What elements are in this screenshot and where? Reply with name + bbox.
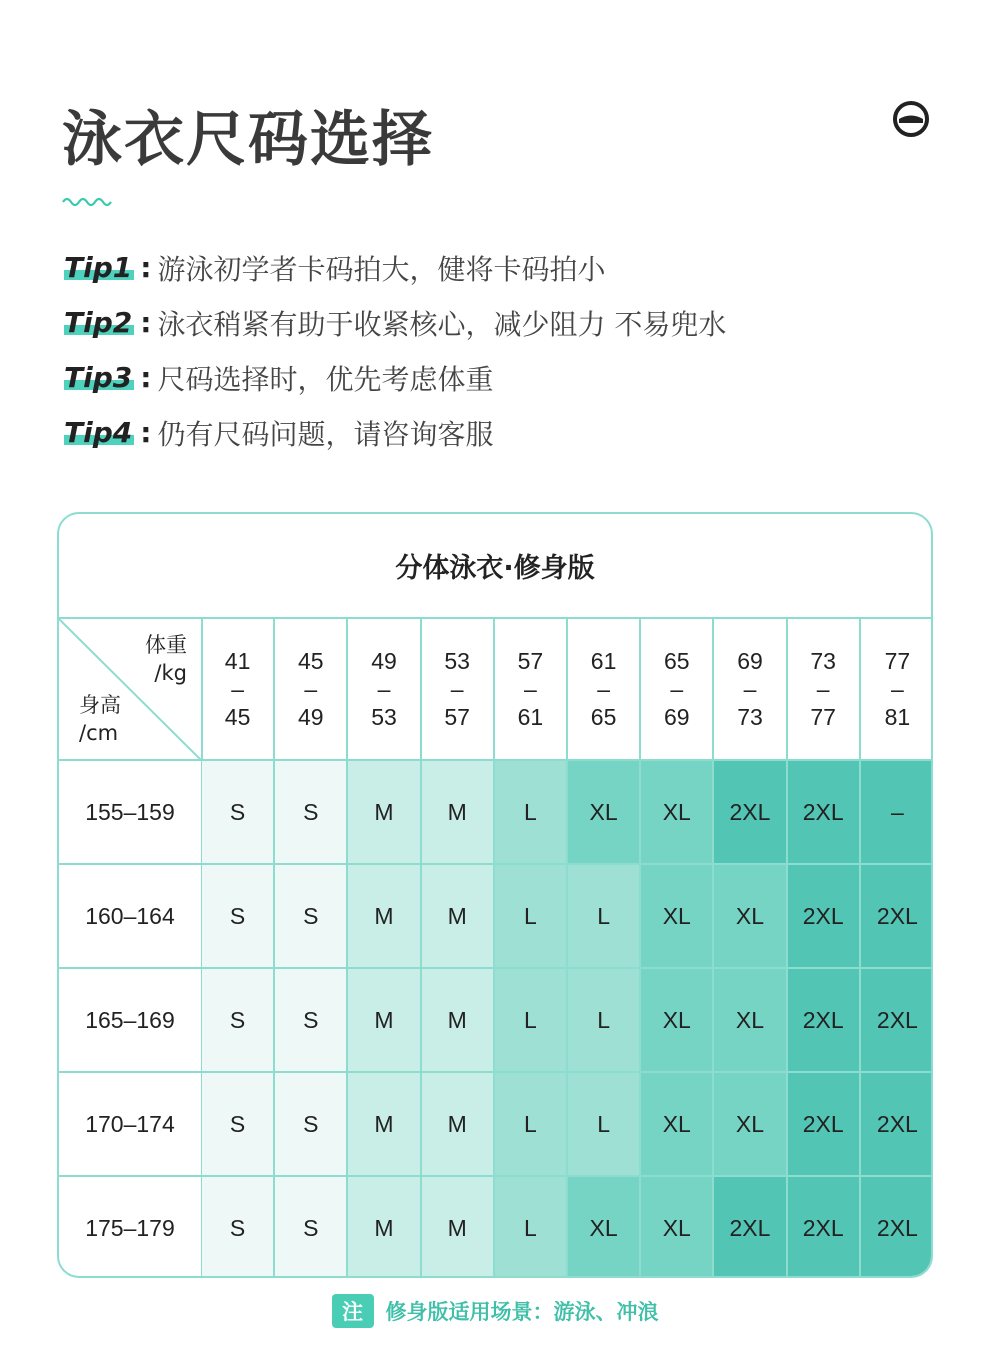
weight-header [568, 617, 641, 759]
size-cell: – [861, 759, 933, 863]
tip-item: Tip1 : 游泳初学者卡码拍大，健将卡码拍小 [64, 240, 726, 295]
tip-label: Tip3 [64, 361, 133, 394]
weight-header-sep: – [450, 676, 464, 702]
size-cell: 2XL [861, 1071, 933, 1175]
weight-header [348, 617, 421, 759]
height-row-label: 170–174 [59, 1071, 203, 1175]
weight-header-to: 61 [517, 704, 544, 730]
weight-header-from: 61 [590, 648, 617, 674]
size-cell: M [422, 1071, 495, 1175]
height-row-label: 175–179 [59, 1175, 203, 1278]
size-cell: L [568, 967, 641, 1071]
size-cell: 2XL [861, 1175, 933, 1278]
height-row-label: 160–164 [59, 863, 203, 967]
size-cell: XL [568, 759, 641, 863]
weight-header [202, 617, 275, 759]
size-cell: XL [714, 967, 787, 1071]
tip-item: Tip4 : 仍有尺码问题，请咨询客服 [64, 405, 726, 460]
size-cell: M [348, 1175, 421, 1278]
size-cell: L [495, 967, 568, 1071]
weight-header [861, 617, 933, 759]
size-cell: S [275, 1175, 348, 1278]
size-cell: XL [641, 863, 714, 967]
weight-header-from: 77 [884, 648, 911, 674]
tip-text: 游泳初学者卡码拍大，健将卡码拍小 [157, 252, 606, 286]
size-cell: 2XL [861, 967, 933, 1071]
size-cell: 2XL [714, 759, 787, 863]
weight-header-from: 69 [737, 648, 763, 674]
size-cell: S [275, 759, 348, 863]
size-table [57, 512, 933, 1278]
weight-header [788, 617, 861, 759]
size-cell: XL [568, 1175, 641, 1278]
size-cell: M [348, 967, 421, 1071]
weight-header-sep: – [597, 676, 610, 702]
table-title: 分体泳衣·修身版 [395, 553, 595, 584]
size-cell: 2XL [861, 863, 933, 967]
weight-header-sep: – [377, 676, 391, 702]
tip-label: Tip2 [64, 306, 133, 339]
weight-header [275, 617, 348, 759]
weight-header-sep: – [816, 676, 830, 702]
size-cell: S [275, 863, 348, 967]
weight-header-sep: – [523, 676, 537, 702]
size-cell: M [348, 759, 421, 863]
weight-header [714, 617, 787, 759]
size-cell: L [495, 1071, 568, 1175]
weight-header-from: 73 [810, 648, 836, 674]
size-cell: 2XL [788, 1175, 861, 1278]
tip-text: 泳衣稍紧有助于收紧核心，减少阻力 不易兜水 [157, 307, 727, 341]
size-cell: S [275, 967, 348, 1071]
size-cell: S [202, 1071, 275, 1175]
height-row-label: 155–159 [59, 759, 203, 863]
height-axis-text: /cm [79, 721, 119, 745]
size-cell: XL [714, 1071, 787, 1175]
weight-header-from: 57 [517, 648, 544, 674]
size-cell: 2XL [788, 967, 861, 1071]
size-cell: S [202, 759, 275, 863]
size-cell: M [348, 863, 421, 967]
weight-header-sep: – [231, 676, 244, 702]
page-title: 泳衣尺码选择 [62, 105, 434, 175]
height-row-label: 165–169 [59, 967, 203, 1071]
size-cell: XL [641, 967, 714, 1071]
size-cell: 2XL [714, 1175, 787, 1278]
size-cell: XL [641, 1175, 714, 1278]
weight-header-sep: – [890, 676, 904, 702]
weight-header-to: 53 [371, 704, 397, 730]
weight-header-sep: – [670, 676, 684, 702]
size-cell: 2XL [788, 759, 861, 863]
weight-axis-text: /kg [154, 661, 187, 685]
note-badge: 注 [332, 1294, 374, 1328]
height-axis-text: 身高 [79, 693, 121, 717]
size-cell: M [422, 1175, 495, 1278]
weight-header-to: 57 [444, 704, 470, 730]
size-cell: S [202, 863, 275, 967]
weight-axis-text: 体重 [145, 633, 187, 657]
weight-header-to: 77 [810, 704, 836, 730]
weight-header-from: 65 [663, 648, 690, 674]
weight-axis-label [145, 631, 187, 687]
size-cell: S [202, 1175, 275, 1278]
size-cell: M [348, 1071, 421, 1175]
footnote [0, 1294, 990, 1328]
weight-header-to: 45 [224, 704, 251, 730]
tip-item: Tip3 : 尺码选择时，优先考虑体重 [64, 350, 726, 405]
tip-item: Tip2 : 泳衣稍紧有助于收紧核心，减少阻力 不易兜水 [64, 295, 726, 350]
size-cell: L [495, 863, 568, 967]
height-axis-label [79, 691, 121, 747]
weight-header [495, 617, 568, 759]
size-cell: M [422, 967, 495, 1071]
size-cell: XL [714, 863, 787, 967]
size-cell: L [568, 863, 641, 967]
weight-header-from: 45 [297, 648, 324, 674]
weight-header-to: 73 [737, 704, 763, 730]
note-text: 修身版适用场景：游泳、冲浪 [385, 1300, 659, 1324]
size-cell: XL [641, 759, 714, 863]
wave-divider-icon [62, 193, 112, 207]
size-cell: L [568, 1071, 641, 1175]
size-cell: M [422, 863, 495, 967]
size-cell: S [202, 967, 275, 1071]
brand-logo-icon [892, 100, 930, 138]
size-cell: 2XL [788, 1071, 861, 1175]
weight-header-sep: – [304, 676, 318, 702]
size-cell: M [422, 759, 495, 863]
tip-label: Tip1 [64, 251, 133, 284]
size-cell: 2XL [788, 863, 861, 967]
weight-header-to: 81 [884, 704, 911, 730]
table-corner [59, 617, 203, 759]
weight-header [422, 617, 495, 759]
tip-text: 尺码选择时，优先考虑体重 [157, 362, 494, 396]
size-cell: S [275, 1071, 348, 1175]
weight-header [641, 617, 714, 759]
size-cell: L [495, 759, 568, 863]
tips-list [64, 240, 726, 460]
tip-label: Tip4 [64, 416, 133, 449]
weight-header-from: 53 [444, 648, 470, 674]
tip-text: 仍有尺码问题，请咨询客服 [157, 417, 494, 451]
weight-header-from: 41 [224, 648, 251, 674]
weight-header-sep: – [743, 676, 757, 702]
weight-header-to: 49 [297, 704, 324, 730]
weight-header-to: 65 [590, 704, 617, 730]
size-cell: L [495, 1175, 568, 1278]
size-cell: XL [641, 1071, 714, 1175]
weight-header-to: 69 [663, 704, 690, 730]
weight-header-from: 49 [371, 648, 397, 674]
